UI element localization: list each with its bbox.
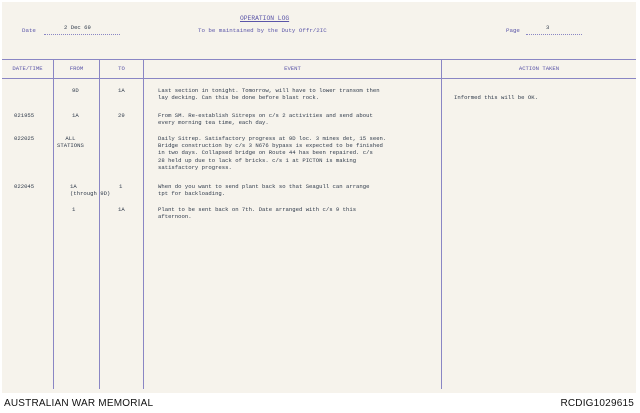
- divider-from-to: [99, 59, 100, 389]
- footer-archive-label: AUSTRALIAN WAR MEMORIAL: [4, 398, 154, 409]
- date-dotted-line: [44, 34, 120, 35]
- entry-event: Plant to be sent back on 7th. Date arranged with c/s 9 this afternoon.: [158, 206, 357, 221]
- entry-to: 1: [119, 183, 123, 190]
- entry-event: From SM. Re-establish Sitreps on c/s 2 activities and send about every morning tea time, each day.: [158, 112, 373, 127]
- column-header-action: ACTION TAKEN: [518, 65, 560, 72]
- header-bottom-rule: [2, 78, 636, 79]
- date-label: Date: [22, 27, 36, 34]
- log-subtitle: To be maintained by the Duty Offr/2IC: [198, 27, 327, 34]
- divider-event-action: [441, 59, 442, 389]
- column-header-event: EVENT: [284, 65, 301, 72]
- entry-time: 022045: [14, 183, 35, 190]
- page-dotted-line: [526, 34, 582, 35]
- entry-time: 022025: [14, 135, 35, 142]
- entry-time: 021955: [14, 112, 35, 119]
- table-top-rule: [2, 59, 636, 60]
- entry-event: When do you want to send plant back so that Seagull can arrange tpt for backloading.: [158, 183, 370, 198]
- log-title: OPERATION LOG: [240, 15, 290, 22]
- entry-from: 1A: [72, 112, 79, 119]
- page-label: Page: [506, 27, 520, 34]
- entry-event: Daily Sitrep. Satisfactory progress at 9D loc. 3 mines det, 15 seen. Bridge construction by c/s 3 N676 bypass is expected to be finished in two days. Collapsed bridge on Route 44 has been repaired. c/s 28 held up due to lack of bricks. c/s 1 at PICTON is making satisfactory progress.: [158, 135, 387, 171]
- entry-from: 1: [72, 206, 76, 213]
- entry-to: 1A: [118, 87, 125, 94]
- divider-date-from: [53, 59, 54, 389]
- entry-from: 9D: [72, 87, 79, 94]
- column-header-date-time: DATE/TIME: [12, 65, 43, 72]
- log-sheet: [2, 2, 636, 393]
- entry-to: 29: [118, 112, 125, 119]
- footer-document-id: RCDIG1029615: [560, 398, 634, 409]
- entry-to: 1A: [118, 206, 125, 213]
- entry-from: ALL STATIONS: [57, 135, 84, 150]
- date-value: 2 Dec 69: [64, 24, 91, 31]
- column-header-to: TO: [118, 65, 125, 72]
- page-value: 3: [546, 24, 550, 31]
- entry-from: 1A (through 9D): [70, 183, 111, 198]
- column-header-from: FROM: [69, 65, 84, 72]
- divider-to-event: [143, 59, 144, 389]
- entry-action: Informed this will be OK.: [454, 94, 538, 101]
- entry-event: Last section in tonight. Tomorrow, will have to lower transom then lay decking. Can this be done before blast rock.: [158, 87, 380, 102]
